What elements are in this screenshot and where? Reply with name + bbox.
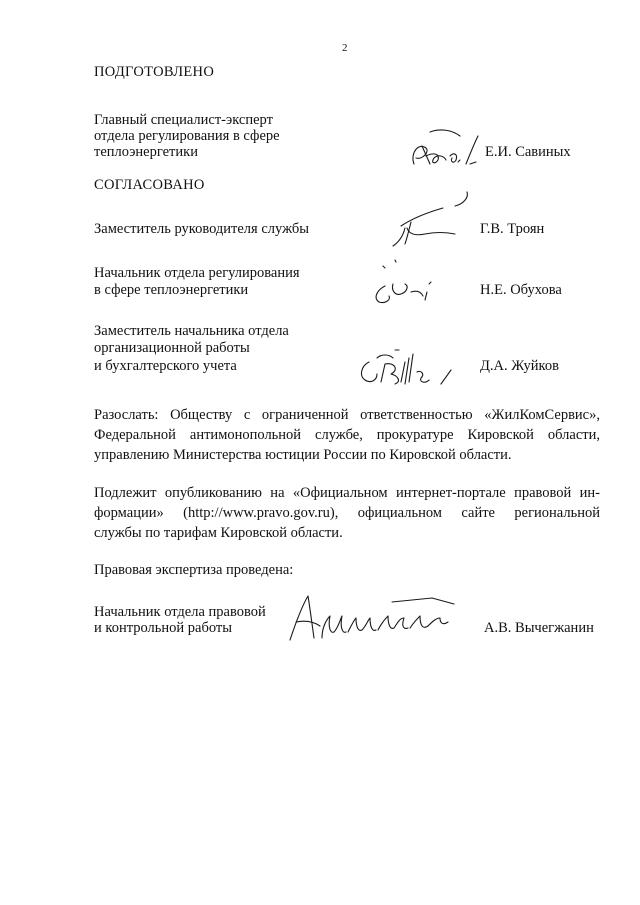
signer-3-position: организационной работы xyxy=(94,340,250,356)
publication-paragraph xyxy=(94,483,600,543)
publication-line: формации» (http://www.pravo.gov.ru), официальном сайте региональной xyxy=(94,505,600,521)
legal-review-text: Правовая экспертиза проведена: xyxy=(94,562,294,578)
prepared-heading: ПОДГОТОВЛЕНО xyxy=(94,64,215,80)
signer-3-name: Д.А. Жуйков xyxy=(480,358,559,374)
prepared-name: Е.И. Савиных xyxy=(485,144,571,160)
signature-troyan xyxy=(385,188,475,248)
signer-2-position: Начальник отдела регулирования xyxy=(94,265,300,281)
distribution-line: управлению Министерства юстиции России по Кировской области. xyxy=(94,447,512,463)
publication-line: Подлежит опубликованию на «Официальном интернет-портале правовой ин- xyxy=(94,485,600,501)
position-line: теплоэнергетики xyxy=(94,144,198,160)
signer-2-name: Н.Е. Обухова xyxy=(480,282,562,298)
signature-zhuykov xyxy=(355,344,475,388)
signature-vychegzhanin xyxy=(282,592,462,648)
position-line: Главный специалист-эксперт xyxy=(94,112,273,128)
legal-position: и контрольной работы xyxy=(94,620,232,636)
signature-obukhova xyxy=(365,256,455,306)
distribution-paragraph xyxy=(94,405,600,465)
position-line: отдела регулирования в сфере xyxy=(94,128,280,144)
signer-1-name: Г.В. Троян xyxy=(480,221,545,237)
agreed-heading: СОГЛАСОВАНО xyxy=(94,177,205,193)
signature-savinykh xyxy=(400,124,490,174)
signer-2-position: в сфере теплоэнергетики xyxy=(94,282,249,298)
legal-position: Начальник отдела правовой xyxy=(94,604,266,620)
signer-1-position: Заместитель руководителя службы xyxy=(94,221,310,237)
distribution-line: Разослать: Обществу с ограниченной ответственностью «ЖилКомСервис», xyxy=(94,407,600,423)
distribution-line: Федеральной антимонопольной службе, прокуратуре Кировской области, xyxy=(94,427,600,443)
signer-3-position: Заместитель начальника отдела xyxy=(94,323,289,339)
legal-name: А.В. Вычегжанин xyxy=(484,620,594,636)
signer-3-position: и бухгалтерского учета xyxy=(94,358,237,374)
page-number: 2 xyxy=(342,42,348,54)
publication-line: службы по тарифам Кировской области. xyxy=(94,525,343,541)
